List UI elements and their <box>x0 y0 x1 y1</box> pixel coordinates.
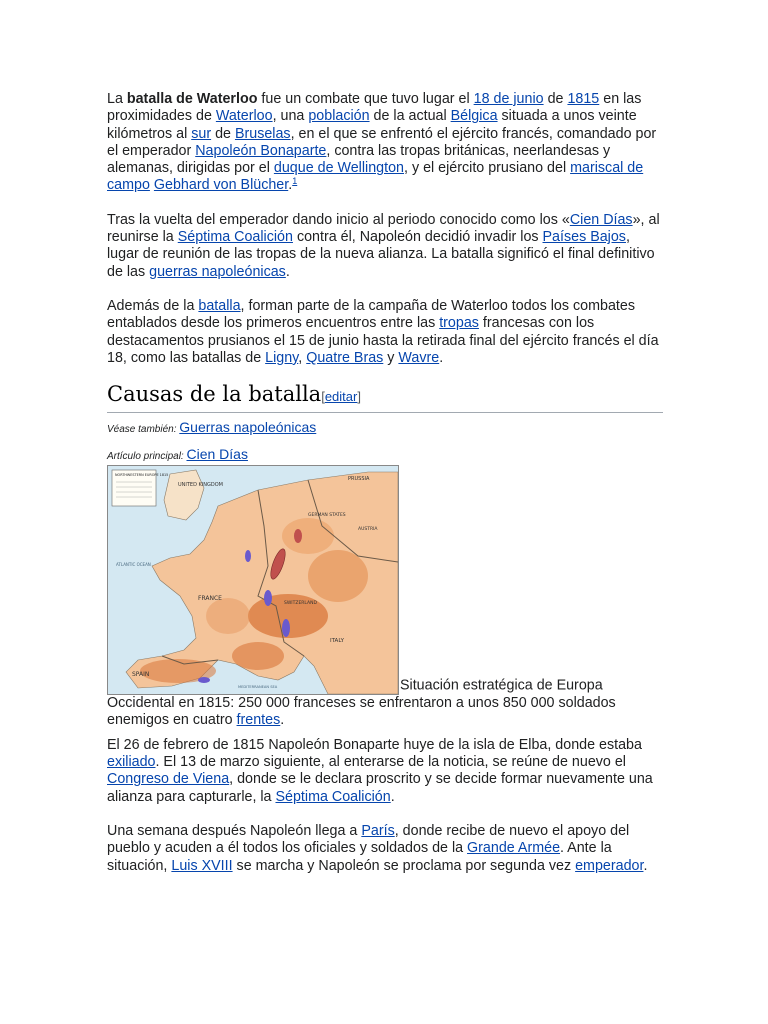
map-title: NORTHWESTERN EUROPE 1815 <box>115 473 169 478</box>
map-label-german-states: GERMAN STATES <box>308 513 346 519</box>
text: fue un combate que tuvo lugar el <box>257 91 474 107</box>
link-septima-coalicion-2[interactable]: Séptima Coalición <box>275 788 391 805</box>
link-paises-bajos[interactable]: Países Bajos <box>542 229 626 246</box>
map-label-spain: SPAIN <box>132 671 150 679</box>
map-label-mediterranean: MEDITERRANEAN SEA <box>238 685 278 690</box>
bold-title: batalla de Waterloo <box>126 91 258 107</box>
main-article-note <box>107 446 663 465</box>
text: . <box>439 349 444 366</box>
army-marker <box>264 590 272 606</box>
text: de <box>543 91 568 107</box>
map-label-prussia: PRUSSIA <box>348 476 370 483</box>
link-1815[interactable]: 1815 <box>567 91 600 107</box>
link-luis-xviii[interactable]: Luis XVIII <box>171 857 233 874</box>
text: , en el que se enfrentó el ejército francés, comandado por el emperador <box>107 125 657 159</box>
link-blucher[interactable]: Gebhard von Blücher <box>153 177 289 194</box>
edit-link[interactable]: editar <box>324 389 358 405</box>
text: », al reunirse la <box>107 211 660 246</box>
text: El 26 de febrero de 1815 Napoleón Bonaparte huye de la isla de Elba, donde estaba <box>107 736 642 753</box>
bracket: ] <box>357 389 361 405</box>
relief <box>282 518 334 554</box>
text: . <box>285 263 290 280</box>
relief <box>232 642 284 670</box>
text: . <box>288 177 293 194</box>
link-waterloo[interactable]: Waterloo <box>215 108 273 125</box>
map-label-atlantic: ATLANTIC OCEAN <box>116 562 151 568</box>
link-see-also-guerras[interactable]: Guerras napoleónicas <box>179 419 317 436</box>
link-belgica[interactable]: Bélgica <box>450 108 498 125</box>
text: en las proximidades de <box>107 91 642 125</box>
link-napoleon-bonaparte[interactable]: Napoleón Bonaparte <box>195 142 327 159</box>
article-body <box>107 91 663 875</box>
text: , <box>298 349 307 366</box>
text: situada a unos veinte kilómetros al <box>107 108 637 142</box>
map-caption-paragraph <box>107 465 663 730</box>
map-label-france: FRANCE <box>198 595 222 603</box>
link-tropas[interactable]: tropas <box>439 315 479 332</box>
link-septima-coalicion[interactable]: Séptima Coalición <box>177 229 293 246</box>
intro-paragraph <box>107 91 663 195</box>
section-title: Causas de la batalla <box>107 382 322 407</box>
bracket: [ <box>321 389 325 405</box>
map-caption-text: Situación estratégica de Europa Occidental en 1815: 250 000 franceses se enfrentaron a unos 850 000 soldados enemigos en cuatro <box>107 677 616 729</box>
reference-1[interactable]: 1 <box>292 176 298 187</box>
text: Tras la vuelta del emperador dando inicio al periodo conocido como los « <box>107 211 570 228</box>
army-marker <box>245 550 251 562</box>
text: , donde recibe de nuevo el apoyo del pueblo y acuden a él todos los oficiales y soldados de la <box>107 822 630 857</box>
link-paris[interactable]: París <box>361 822 395 839</box>
relief <box>206 598 250 634</box>
text: . <box>643 857 648 874</box>
text: y <box>383 349 399 366</box>
link-grande-armee[interactable]: Grande Armée <box>467 840 561 857</box>
section-heading <box>107 381 663 413</box>
main-article-label: Artículo principal: <box>107 451 184 463</box>
map-label-austria: AUSTRIA <box>358 527 378 533</box>
army-marker <box>198 677 210 683</box>
text: . El 13 de marzo siguiente, al enterarse de la noticia, se reúne de nuevo el <box>155 754 626 771</box>
edit-section <box>321 389 361 404</box>
text: , y el ejército prusiano del <box>404 160 571 177</box>
link-main-article-cien-dias[interactable]: Cien Días <box>186 446 248 463</box>
relief <box>308 550 368 602</box>
link-poblacion[interactable]: población <box>308 108 370 125</box>
text: Una semana después Napoleón llega a <box>107 822 362 839</box>
link-ligny[interactable]: Ligny <box>265 349 299 366</box>
link-cien-dias[interactable]: Cien Días <box>569 211 633 228</box>
link-emperador[interactable]: emperador <box>575 857 644 874</box>
text: , donde se le declara proscrito y se decide formar nuevamente una alianza para capturarle, la <box>107 771 653 805</box>
paragraph-cien-dias <box>107 212 663 281</box>
text: . <box>280 712 285 729</box>
map-label-switzerland: SWITZERLAND <box>284 601 317 607</box>
army-marker <box>294 529 302 543</box>
link-duque-wellington[interactable]: duque de Wellington <box>273 160 404 177</box>
see-also-note <box>107 419 663 438</box>
see-also-label: Véase también: <box>107 424 177 436</box>
text: . Ante la situación, <box>107 840 612 874</box>
text: , lugar de reunión de las tropas de la nueva alianza. La batalla significó el final definitivo de las <box>107 229 655 280</box>
paragraph-paris <box>107 823 663 875</box>
text: francesas con los destacamentos prusianos el 15 de junio hasta la retirada final del ejército francés el día 18, como las batallas de <box>107 315 659 366</box>
text: , una <box>272 108 309 125</box>
text: La <box>107 91 127 107</box>
text: de la actual <box>369 108 451 125</box>
text: , contra las tropas británicas, neerlandesas y alemanas, dirigidas por el <box>107 142 611 177</box>
link-batalla[interactable]: batalla <box>198 297 241 314</box>
text: se marcha y Napoleón se proclama por segunda vez <box>232 857 576 874</box>
link-18-junio[interactable]: 18 de junio <box>473 91 544 107</box>
text: . <box>390 788 395 805</box>
link-frentes[interactable]: frentes <box>236 712 281 729</box>
map-label-italy: ITALY <box>330 638 345 645</box>
text: contra él, Napoleón decidió invadir los <box>292 229 543 246</box>
link-mariscal-campo[interactable]: mariscal de campo <box>107 160 644 194</box>
link-wavre[interactable]: Wavre <box>398 349 440 366</box>
link-exiliado[interactable]: exiliado <box>107 754 156 771</box>
text: de <box>211 125 235 142</box>
army-marker <box>282 619 290 637</box>
europe-1815-map[interactable] <box>107 465 399 695</box>
text: , forman parte de la campaña de Waterloo todos los combates entablados desde los primeros encuentros entre las <box>107 297 635 332</box>
link-bruselas[interactable]: Bruselas <box>234 125 291 142</box>
paragraph-elba <box>107 737 663 806</box>
paragraph-campana <box>107 298 663 367</box>
text: Además de la <box>107 297 199 314</box>
link-quatre-bras[interactable]: Quatre Bras <box>306 349 384 366</box>
link-sur[interactable]: sur <box>191 125 212 142</box>
link-congreso-viena[interactable]: Congreso de Viena <box>107 771 230 788</box>
link-guerras-napoleonicas[interactable]: guerras napoleónicas <box>149 263 286 280</box>
map-label-uk: UNITED KINGDOM <box>178 482 223 489</box>
